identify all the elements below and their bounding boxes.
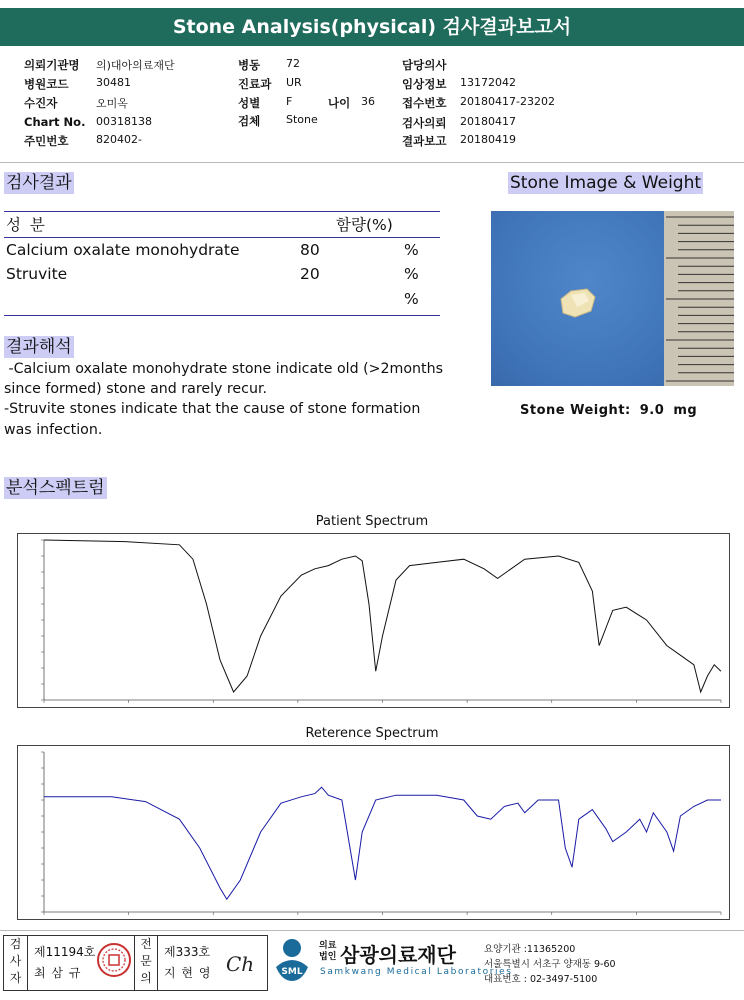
sml-logo-icon: [272, 937, 316, 983]
interpretation-line: was infection.: [4, 421, 103, 438]
examiner-label: 검 사 자: [4, 936, 28, 990]
stone-photo: [491, 211, 734, 386]
age-label: 나이: [328, 96, 351, 110]
info-value: 13172042: [460, 76, 516, 89]
org-prefix-bottom: 법인: [319, 952, 337, 962]
reference-spectrum-svg: [18, 746, 729, 919]
info-label: 접수번호: [402, 96, 447, 110]
info-label: 성별: [238, 96, 261, 110]
patient-spectrum-svg: [18, 534, 729, 707]
info-label: 검사의뢰: [402, 116, 447, 130]
signature: Ch: [226, 952, 255, 976]
spectrum-axes: [44, 540, 721, 700]
ruler: [664, 211, 734, 386]
specialist-license: 제333호: [164, 945, 211, 959]
info-value: UR: [286, 76, 302, 89]
reference-spectrum-line: [44, 787, 721, 899]
stone-weight: [520, 403, 701, 418]
examiner-license: 제11194호: [34, 945, 96, 959]
col-component-header: 성 분: [6, 216, 47, 234]
patient-spectrum-chart: [17, 533, 730, 708]
table-rule: [4, 315, 440, 316]
info-label: 검체: [238, 114, 261, 128]
unit-cell: %: [404, 265, 419, 283]
interpretation-line: -Struvite stones indicate that the cause of stone formation: [4, 401, 421, 418]
interpretation-line: since formed) stone and rarely recur.: [4, 381, 267, 398]
info-value: Stone: [286, 113, 318, 126]
examiner-seal-icon: [96, 942, 132, 978]
info-label: 주민번호: [24, 134, 69, 148]
component-cell: Calcium oxalate monohydrate: [6, 241, 240, 259]
examiner-name: 최 삼 규: [34, 966, 82, 980]
info-value: 72: [286, 57, 300, 70]
info-value: 00318138: [96, 115, 152, 128]
org-code: 요양기관 :11365200: [484, 944, 576, 955]
spectrum-heading: 분석스펙트럼: [6, 478, 105, 498]
weight-label: Stone Weight:: [520, 403, 631, 418]
info-label: 임상정보: [402, 77, 447, 91]
amount-cell: 80: [300, 241, 320, 259]
patient-spectrum-title: Patient Spectrum: [315, 514, 429, 529]
svg-text:SML: SML: [281, 967, 303, 977]
specialist-label: 전 문 의: [134, 936, 158, 990]
info-value: 30481: [96, 76, 131, 89]
unit-cell: %: [404, 241, 419, 259]
org-prefix-top: 의료: [319, 941, 337, 951]
info-value: 20180417-23202: [460, 95, 555, 108]
info-value: 820402-: [96, 133, 142, 146]
amount-cell: 20: [300, 265, 320, 283]
info-label: 진료과: [238, 77, 272, 91]
spectrum-axes: [44, 752, 721, 912]
report-title: Stone Analysis(physical) 검사결과보고서: [0, 8, 744, 46]
org-prefix: [319, 941, 336, 963]
patient-info: [0, 50, 744, 162]
info-label: 병동: [238, 58, 261, 72]
signature-box: [3, 935, 268, 991]
footer: [0, 930, 744, 1000]
info-label: 병원코드: [24, 77, 69, 91]
info-label: 결과보고: [402, 134, 447, 148]
col-amount-header: 함량(%): [336, 216, 393, 234]
results-heading: 검사결과: [6, 173, 72, 193]
org-address: 서울특별시 서초구 양재동 9-60: [484, 959, 616, 970]
reference-spectrum-title: Reterence Spectrum: [305, 726, 439, 741]
reference-spectrum-chart: [17, 745, 730, 920]
info-label: Chart No.: [24, 115, 86, 129]
info-value: F: [286, 95, 293, 108]
specialist-name: 지 현 영: [164, 966, 212, 980]
table-rule: [4, 211, 440, 212]
org-english: Samkwang Medical Laboratories: [320, 967, 513, 977]
info-value: 의)대아의료재단: [96, 59, 175, 72]
unit-cell: %: [404, 290, 419, 308]
info-label: 담당의사: [402, 58, 447, 72]
weight-value: 9.0: [639, 403, 665, 418]
interpretation-heading: 결과해석: [6, 337, 72, 357]
info-value: 20180419: [460, 133, 516, 146]
info-divider: [0, 162, 744, 163]
stone-heading: Stone Image & Weight: [510, 173, 702, 193]
component-cell: Struvite: [6, 265, 68, 283]
info-label: 수진자: [24, 96, 58, 110]
table-rule: [4, 237, 440, 238]
info-value: 오미옥: [96, 97, 128, 110]
patient-spectrum-line: [44, 540, 721, 692]
interpretation-line: -Calcium oxalate monohydrate stone indicate old (>2months: [4, 361, 443, 377]
info-label: 의뢰기관명: [24, 58, 80, 72]
info-value: 20180417: [460, 115, 516, 128]
org-name: 삼광의료재단: [340, 943, 456, 967]
interpretation-text: [4, 359, 484, 440]
weight-unit: mg: [673, 403, 698, 418]
org-phone: 대표번호 : 02-3497-5100: [484, 974, 598, 985]
age-value: 36: [361, 95, 375, 108]
